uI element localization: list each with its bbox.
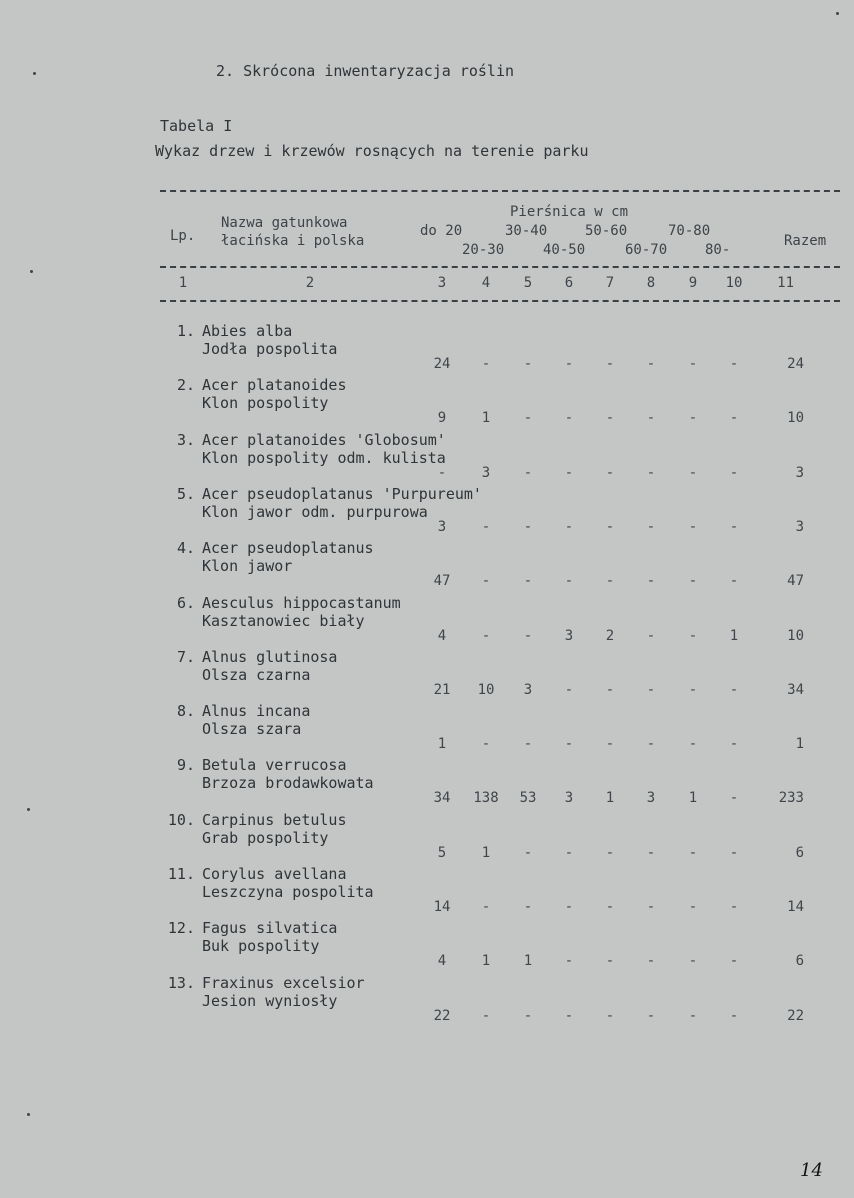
- row-value-cell: 3: [646, 790, 656, 807]
- column-number: 5: [523, 275, 533, 291]
- section-title: 2. Skrócona inwentaryzacja roślin: [216, 62, 515, 80]
- table-caption: Wykaz drzew i krzewów rosnących na terenie parku: [155, 142, 589, 160]
- margin-speck: [30, 270, 33, 273]
- margin-speck: [33, 72, 36, 75]
- row-value-cell: -: [564, 899, 574, 915]
- row-value-cell: -: [688, 464, 698, 481]
- row-value-cell: -: [564, 681, 574, 698]
- row-value-cell: -: [729, 1007, 739, 1024]
- row-total: 3: [795, 518, 804, 535]
- column-number: 3: [437, 275, 447, 291]
- row-value-cell: -: [564, 518, 574, 535]
- row-value-cell: -: [646, 681, 656, 698]
- row-value-cell: -: [605, 844, 615, 861]
- row-total: 24: [787, 356, 804, 372]
- row-value-cell: 21: [433, 681, 451, 698]
- row-value-cell: 22: [433, 1007, 451, 1024]
- row-value-cell: -: [688, 627, 698, 644]
- row-value-cell: 24: [433, 356, 451, 372]
- row-latin-name: Alnus incana: [202, 702, 311, 721]
- row-value-cell: -: [646, 953, 656, 970]
- row-lp: 1.: [176, 322, 195, 340]
- row-total: 14: [787, 899, 804, 915]
- row-value-cell: -: [646, 844, 656, 861]
- row-value-cell: -: [605, 1007, 615, 1024]
- row-polish-name: Jesion wyniosły: [202, 991, 338, 1010]
- row-value-cell: 1: [523, 953, 533, 970]
- row-value-cell: 1: [481, 410, 491, 427]
- row-value-cell: -: [523, 573, 533, 590]
- row-latin-name: Carpinus betulus: [202, 810, 347, 829]
- row-lp: 12.: [167, 919, 195, 938]
- row-value-cell: -: [646, 1007, 656, 1024]
- row-value-cell: -: [729, 464, 739, 481]
- row-latin-name: Fagus silvatica: [202, 919, 338, 938]
- row-value-cell: -: [688, 573, 698, 590]
- row-polish-name: Kasztanowiec biały: [202, 611, 365, 630]
- row-value-cell: -: [605, 899, 615, 915]
- row-value-cell: -: [605, 518, 615, 535]
- row-value-cell: 34: [433, 790, 451, 807]
- row-value-cell: -: [564, 1007, 574, 1024]
- column-number: 4: [481, 275, 491, 291]
- column-number: 9: [688, 275, 698, 291]
- margin-speck: [27, 808, 30, 811]
- row-polish-name: Leszczyna pospolita: [202, 883, 374, 901]
- row-value-cell: -: [605, 356, 615, 372]
- row-lp: 6.: [176, 593, 195, 612]
- header-rule: [160, 266, 840, 268]
- column-number: 11: [777, 275, 794, 291]
- row-value-cell: 3: [481, 464, 491, 481]
- row-value-cell: -: [564, 953, 574, 970]
- row-value-cell: -: [688, 681, 698, 698]
- row-value-cell: 4: [437, 627, 447, 644]
- row-lp: 2.: [176, 376, 195, 395]
- row-total: 6: [795, 953, 804, 970]
- row-value-cell: -: [605, 953, 615, 970]
- row-total: 3: [795, 464, 804, 481]
- row-latin-name: Acer platanoides 'Globosum': [202, 430, 446, 449]
- row-latin-name: Acer pseudoplatanus: [202, 539, 374, 558]
- row-value-cell: -: [481, 518, 491, 535]
- row-value-cell: -: [605, 464, 615, 481]
- row-value-cell: -: [688, 1007, 698, 1024]
- row-value-cell: -: [729, 736, 739, 753]
- row-value-cell: -: [605, 573, 615, 590]
- row-lp: 4.: [176, 539, 195, 558]
- row-value-cell: 3: [564, 627, 574, 644]
- row-total: 10: [787, 410, 804, 427]
- row-value-cell: -: [523, 410, 533, 427]
- row-value-cell: 5: [437, 844, 447, 861]
- row-lp: 3.: [176, 430, 195, 449]
- column-number: 10: [725, 275, 743, 291]
- row-value-cell: -: [729, 899, 739, 915]
- header-bin-bottom: 80-: [705, 242, 731, 258]
- row-value-cell: -: [564, 844, 574, 861]
- row-value-cell: 138: [473, 790, 499, 807]
- row-total: 34: [787, 681, 804, 698]
- row-polish-name: Klon jawor: [202, 557, 293, 576]
- row-latin-name: Acer platanoides: [202, 376, 347, 395]
- header-name-line2: łacińska i polska: [221, 233, 365, 249]
- row-total: 233: [778, 790, 804, 807]
- row-value-cell: -: [481, 627, 491, 644]
- row-value-cell: -: [523, 844, 533, 861]
- row-value-cell: -: [523, 627, 533, 644]
- row-lp: 11.: [167, 865, 195, 883]
- row-value-cell: -: [688, 844, 698, 861]
- row-value-cell: 1: [729, 627, 739, 644]
- row-value-cell: -: [523, 1007, 533, 1024]
- row-lp: 7.: [176, 647, 195, 666]
- row-lp: 9.: [176, 756, 195, 775]
- row-total: 47: [787, 573, 804, 590]
- row-polish-name: Grab pospolity: [202, 828, 329, 847]
- column-number: 7: [605, 275, 615, 291]
- row-latin-name: Corylus avellana: [202, 865, 347, 883]
- row-lp: 5.: [176, 484, 195, 503]
- row-polish-name: Brzoza brodawkowata: [202, 774, 374, 793]
- row-latin-name: Fraxinus excelsior: [202, 973, 365, 992]
- row-value-cell: -: [729, 953, 739, 970]
- row-polish-name: Klon jawor odm. purpurowa: [202, 502, 428, 521]
- column-number: 1: [178, 275, 188, 291]
- row-value-cell: 10: [477, 681, 495, 698]
- row-value-cell: -: [523, 464, 533, 481]
- row-value-cell: -: [646, 464, 656, 481]
- row-value-cell: -: [605, 681, 615, 698]
- row-value-cell: -: [523, 736, 533, 753]
- row-value-cell: 1: [481, 953, 491, 970]
- row-value-cell: -: [688, 736, 698, 753]
- row-value-cell: -: [523, 899, 533, 915]
- header-lp: Lp.: [170, 228, 196, 244]
- row-value-cell: -: [729, 790, 739, 807]
- row-polish-name: Jodła pospolita: [202, 340, 338, 358]
- row-value-cell: -: [646, 736, 656, 753]
- margin-speck: [27, 1113, 30, 1116]
- header-bin-top: 50-60: [585, 223, 628, 239]
- row-value-cell: -: [729, 356, 739, 372]
- header-bin-bottom: 60-70: [625, 242, 668, 258]
- page-number: 14: [800, 1160, 823, 1181]
- row-value-cell: 1: [688, 790, 698, 807]
- header-bin-bottom: 40-50: [543, 242, 586, 258]
- row-value-cell: -: [646, 627, 656, 644]
- row-value-cell: -: [481, 899, 491, 915]
- row-total: 22: [787, 1007, 804, 1024]
- column-number-rule: [160, 300, 840, 302]
- row-polish-name: Olsza szara: [202, 720, 302, 739]
- table-top-rule: [160, 190, 840, 192]
- row-value-cell: -: [437, 464, 447, 481]
- header-bin-top: 30-40: [505, 223, 548, 239]
- row-value-cell: 9: [437, 410, 447, 427]
- row-value-cell: -: [523, 518, 533, 535]
- column-number: 2: [305, 275, 315, 291]
- row-value-cell: -: [481, 356, 491, 372]
- row-total: 1: [795, 736, 804, 753]
- column-number: 8: [646, 275, 656, 291]
- row-value-cell: -: [729, 681, 739, 698]
- row-total: 6: [795, 844, 804, 861]
- row-value-cell: -: [564, 736, 574, 753]
- header-bin-top: 70-80: [668, 223, 711, 239]
- row-value-cell: -: [729, 410, 739, 427]
- row-latin-name: Abies alba: [202, 322, 293, 340]
- row-value-cell: 53: [519, 790, 537, 807]
- row-value-cell: -: [605, 736, 615, 753]
- row-latin-name: Alnus glutinosa: [202, 647, 338, 666]
- row-total: 10: [787, 627, 804, 644]
- row-value-cell: -: [729, 518, 739, 535]
- row-value-cell: -: [729, 844, 739, 861]
- header-total: Razem: [784, 233, 827, 249]
- table-label: Tabela I: [160, 117, 233, 135]
- row-value-cell: 1: [605, 790, 615, 807]
- row-value-cell: -: [481, 573, 491, 590]
- row-value-cell: -: [688, 953, 698, 970]
- row-value-cell: -: [564, 573, 574, 590]
- row-value-cell: -: [646, 410, 656, 427]
- row-value-cell: -: [481, 1007, 491, 1024]
- row-value-cell: -: [564, 464, 574, 481]
- row-value-cell: -: [646, 899, 656, 915]
- row-value-cell: 3: [523, 681, 533, 698]
- row-polish-name: Klon pospolity: [202, 394, 329, 413]
- row-polish-name: Buk pospolity: [202, 937, 320, 956]
- row-value-cell: -: [688, 356, 698, 372]
- header-bin-bottom: 20-30: [462, 242, 505, 258]
- row-value-cell: 14: [433, 899, 451, 915]
- margin-speck: [836, 12, 839, 15]
- row-value-cell: -: [646, 518, 656, 535]
- row-value-cell: -: [564, 356, 574, 372]
- row-value-cell: -: [481, 736, 491, 753]
- row-value-cell: 2: [605, 627, 615, 644]
- row-value-cell: 47: [433, 573, 451, 590]
- row-lp: 8.: [176, 702, 195, 721]
- row-polish-name: Klon pospolity odm. kulista: [202, 448, 446, 467]
- row-value-cell: -: [688, 518, 698, 535]
- row-latin-name: Aesculus hippocastanum: [202, 593, 401, 612]
- row-lp: 13.: [167, 973, 195, 992]
- row-value-cell: -: [688, 410, 698, 427]
- header-perimeter-title: Pierśnica w cm: [510, 204, 629, 220]
- row-value-cell: -: [646, 356, 656, 372]
- row-value-cell: -: [523, 356, 533, 372]
- row-value-cell: -: [688, 899, 698, 915]
- row-value-cell: 3: [437, 518, 447, 535]
- row-value-cell: 1: [437, 736, 447, 753]
- row-value-cell: -: [646, 573, 656, 590]
- row-value-cell: -: [564, 410, 574, 427]
- row-value-cell: 3: [564, 790, 574, 807]
- row-polish-name: Olsza czarna: [202, 665, 311, 684]
- row-latin-name: Betula verrucosa: [202, 756, 347, 775]
- row-value-cell: -: [729, 573, 739, 590]
- header-name-line1: Nazwa gatunkowa: [221, 215, 348, 231]
- row-latin-name: Acer pseudoplatanus 'Purpureum': [202, 484, 482, 503]
- row-value-cell: 1: [481, 844, 491, 861]
- row-lp: 10.: [167, 810, 195, 829]
- row-value-cell: 4: [437, 953, 447, 970]
- header-bin-top: do 20: [420, 223, 463, 239]
- row-value-cell: -: [605, 410, 615, 427]
- column-number: 6: [564, 275, 574, 291]
